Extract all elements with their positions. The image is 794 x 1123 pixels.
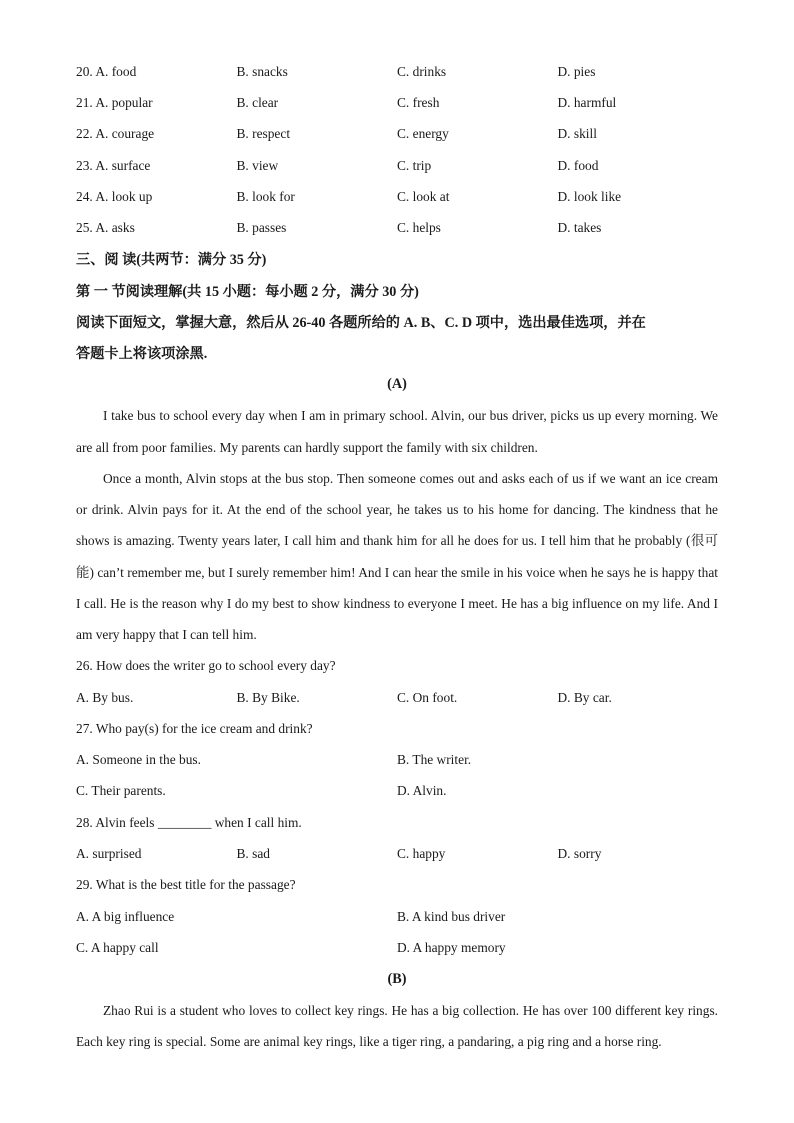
instructions-line-2: 答题卡上将该项涂黑. [76,346,208,363]
option-a: A. A big influence [76,908,175,924]
option-b: B. view [236,157,279,173]
question-28-options [76,838,718,869]
question-29-options-ab [76,901,718,932]
option-c: C. happy [397,846,446,862]
option-a: 20. A. food [76,63,137,79]
option-d: D. sorry [557,846,602,862]
option-d: D. look like [557,188,622,204]
question-29-stem: 29. What is the best title for the passage? [76,877,296,893]
option-row-24 [76,181,718,212]
option-b: B. snacks [236,63,288,79]
passage-a-paragraph-2: Once a month, Alvin stops at the bus stop. Then someone comes out and asks each of us if we want an ice cream or drink. Alvin pays for it. At the end of the school year, he takes us to his home for dancing. The kindness that he shows is amazing. Twenty years later, I call him and thank him for all he does for us. I tell him that he probably (很可能) can’t remember me, but I surely remember him! And I can hear the smile in his voice when he says he is happy that I call. He is the reason why I do my best to show kindness to everyone I meet. He has a big influence on my life. And I am very happy that I can tell him. [76,470,718,643]
option-b: B. sad [236,846,270,862]
option-c: C. Their parents. [76,783,166,799]
option-row-25 [76,212,718,243]
option-a: 23. A. surface [76,157,151,173]
option-row-21 [76,87,718,118]
option-c: C. On foot. [397,689,458,705]
option-c: C. energy [397,126,449,142]
option-d: D. By car. [557,689,612,705]
exam-page [76,56,718,1058]
option-b: B. By Bike. [236,689,300,705]
option-a: 21. A. popular [76,94,153,110]
question-26-options [76,682,718,713]
passage-b-paragraph-1: Zhao Rui is a student who loves to collect key rings. He has a big collection. He has over 100 different key rings. Each key ring is special. Some are animal key rings, like a tiger ring, a pandaring, a pig ring and a horse ring. [76,1002,718,1050]
option-a: 22. A. courage [76,126,155,142]
option-c: C. look at [397,188,450,204]
option-b: B. A kind bus driver [397,908,506,924]
option-d: D. Alvin. [397,783,447,799]
option-c: C. A happy call [76,939,159,955]
option-d: D. food [557,157,599,173]
passage-a-label: (A) [387,376,407,393]
option-a: A. By bus. [76,689,134,705]
option-b: B. respect [236,126,291,142]
instructions-line-1: 阅读下面短文，掌握大意，然后从 26-40 各题所给的 A. B、C. D 项中，选出最佳选项，并在 [76,315,646,332]
option-row-23 [76,150,718,181]
question-27-stem: 27. Who pay(s) for the ice cream and drink? [76,720,313,736]
option-a: A. Someone in the bus. [76,752,201,768]
question-27-options-cd [76,776,718,807]
option-row-22 [76,119,718,150]
option-a: A. surprised [76,846,142,862]
option-d: D. A happy memory [397,939,506,955]
option-c: C. drinks [397,63,447,79]
question-29-options-cd [76,932,718,963]
option-d: D. pies [557,63,596,79]
option-b: B. The writer. [397,752,472,768]
option-b: B. clear [236,94,279,110]
cloze-options [76,56,718,244]
option-d: D. harmful [557,94,617,110]
section-heading: 三、阅 读(共两节：满分 35 分) [76,252,267,269]
option-c: C. fresh [397,94,440,110]
option-a: 24. A. look up [76,188,153,204]
question-28-stem: 28. Alvin feels ________ when I call him. [76,814,302,830]
option-d: D. skill [557,126,597,142]
option-d: D. takes [557,220,602,236]
option-b: B. look for [236,188,295,204]
passage-a-paragraph-1: I take bus to school every day when I am in primary school. Alvin, our bus driver, picks us up every morning. We are all from poor families. My parents can hardly support the family with six children. [76,408,718,455]
option-c: C. trip [397,157,432,173]
option-c: C. helps [397,220,441,236]
question-27-options-ab [76,745,718,776]
option-a: 25. A. asks [76,220,135,236]
option-b: B. passes [236,220,287,236]
option-row-20 [76,56,718,87]
subsection-heading: 第 一 节阅读理解(共 15 小题：每小题 2 分，满分 30 分) [76,283,419,300]
question-26-stem: 26. How does the writer go to school every day? [76,658,336,674]
passage-b-label: (B) [387,970,407,987]
